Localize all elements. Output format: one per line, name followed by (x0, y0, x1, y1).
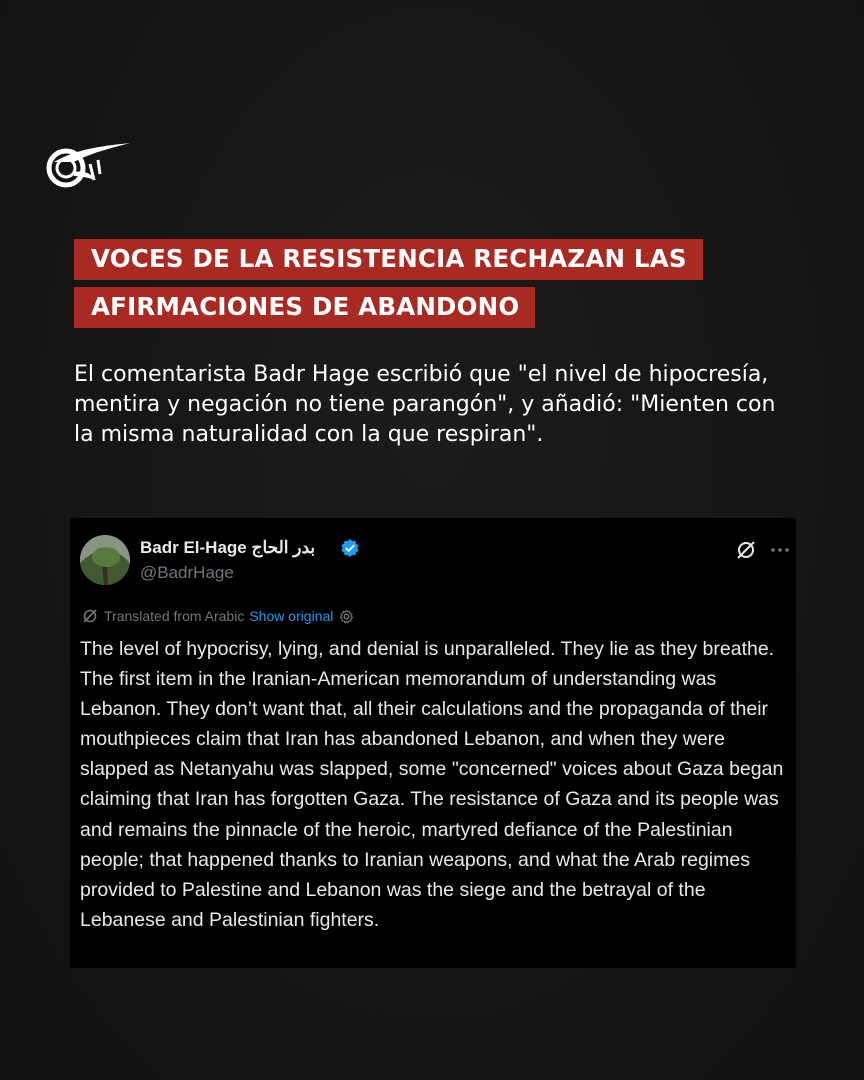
translated-label: Translated from Arabic (104, 608, 245, 624)
show-original-link[interactable]: Show original (249, 608, 334, 624)
tweet-body: The level of hypocrisy, lying, and denial is unparalleled. They lie as they breathe. The first item in the Iranian-American memorandum of understanding was Lebanon. They don’t want that, all their calculations and the propaganda of their mouthpieces claim that Iran has abandoned Lebanon, and when they were slapped as Netanyahu was slapped, some "concerned" voices about Gaza began claiming that Iran has forgotten Gaza. The resistance of Gaza and its people was and remains the pinnacle of the heroic, martyred defiance of the Palestinian people; that happened thanks to Iranian weapons, and what the Arab regimes provided to Palestine and Lebanon was the siege and the betrayal of the Lebanese and Palestinian fighters. (80, 638, 784, 931)
translate-icon (82, 608, 98, 624)
subtitle: El comentarista Badr Hage escribió que "el nivel de hipocresía, mentira y negación no tiene parangón", y añadió: "Mienten con la misma naturalidad con la que respiran". (74, 362, 776, 447)
more-icon[interactable] (769, 540, 791, 560)
al-mayadeen-logo (44, 140, 134, 195)
grok-icon[interactable] (736, 540, 756, 560)
translation-bar (82, 608, 354, 624)
gear-icon[interactable] (339, 609, 354, 624)
avatar[interactable] (80, 535, 130, 585)
headline-line-2: AFIRMACIONES DE ABANDONO (74, 287, 535, 328)
tweet-card (70, 518, 796, 968)
tweet-author-handle[interactable]: @BadrHage (140, 563, 234, 582)
tweet-author-name[interactable]: Badr El-Hage بدر الحاج (140, 538, 316, 557)
verified-badge-icon (341, 539, 359, 557)
headline-line-1: VOCES DE LA RESISTENCIA RECHAZAN LAS (74, 239, 703, 280)
